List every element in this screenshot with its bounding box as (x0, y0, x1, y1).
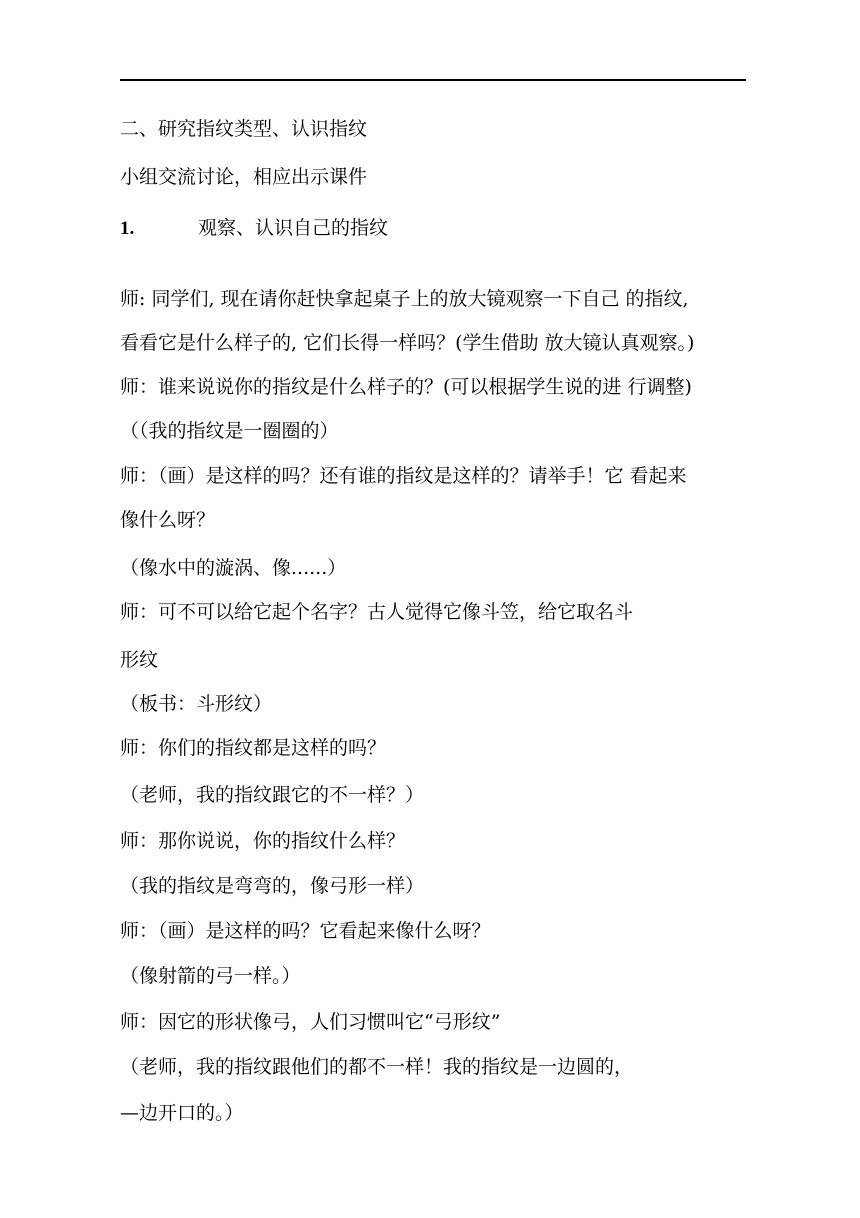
paragraph-line: （（我的指纹是一圈圈的） (120, 420, 339, 442)
paragraph-line: 师：谁来说说你的指纹是什么样子的？(可以根据学生说的进 行调整) (120, 376, 692, 398)
paragraph-line: （像水中的漩涡、像......） (120, 557, 347, 579)
paragraph-line: （老师，我的指纹跟它的不一样？） (120, 784, 425, 806)
paragraph-line: （像射箭的弓一样。） (120, 965, 301, 987)
paragraph-line: 师: 同学们, 现在请你赶快拿起桌子上的放大镜观察一下自己 的指纹, (120, 288, 689, 310)
paragraph-line: 师：因它的形状像弓，人们习惯叫它“弓形纹” (120, 1011, 501, 1033)
paragraph-line: 看看它是什么样子的, 它们长得一样吗？(学生借助 放大镜认真观察。) (120, 332, 695, 354)
paragraph-line: 像什么呀？ (120, 509, 216, 531)
intro-line: 小组交流讨论，相应出示课件 (120, 166, 368, 188)
paragraph-line: （我的指纹是弯弯的，像弓形一样） (120, 875, 425, 897)
step-number: 1. (120, 218, 135, 239)
paragraph-line: （老师，我的指纹跟他们的都不一样！我的指纹是一边圆的， (120, 1056, 634, 1078)
paragraph-line: —边开口的。） (120, 1102, 244, 1124)
step-1-heading (120, 216, 520, 241)
paragraph-line: 师：那你说说，你的指纹什么样？ (120, 830, 406, 852)
paragraph-line: 形纹 (120, 649, 159, 671)
paragraph-line: 师：（画）是这样的吗？还有谁的指纹是这样的？请举手！它 看起来 (120, 465, 687, 487)
paragraph-line: 师：（画）是这样的吗？它看起来像什么呀？ (120, 920, 491, 942)
header-rule (120, 79, 746, 81)
step-title: 观察、认识自己的指纹 (198, 217, 389, 239)
paragraph-line: 师：你们的指纹都是这样的吗？ (120, 737, 387, 759)
section-heading: 二、研究指纹类型、认识指纹 (120, 118, 368, 140)
paragraph-line: （板书：斗形纹） (120, 693, 273, 715)
paragraph-line: 师：可不可以给它起个名字？古人觉得它像斗笠，给它取名斗 (120, 601, 634, 623)
